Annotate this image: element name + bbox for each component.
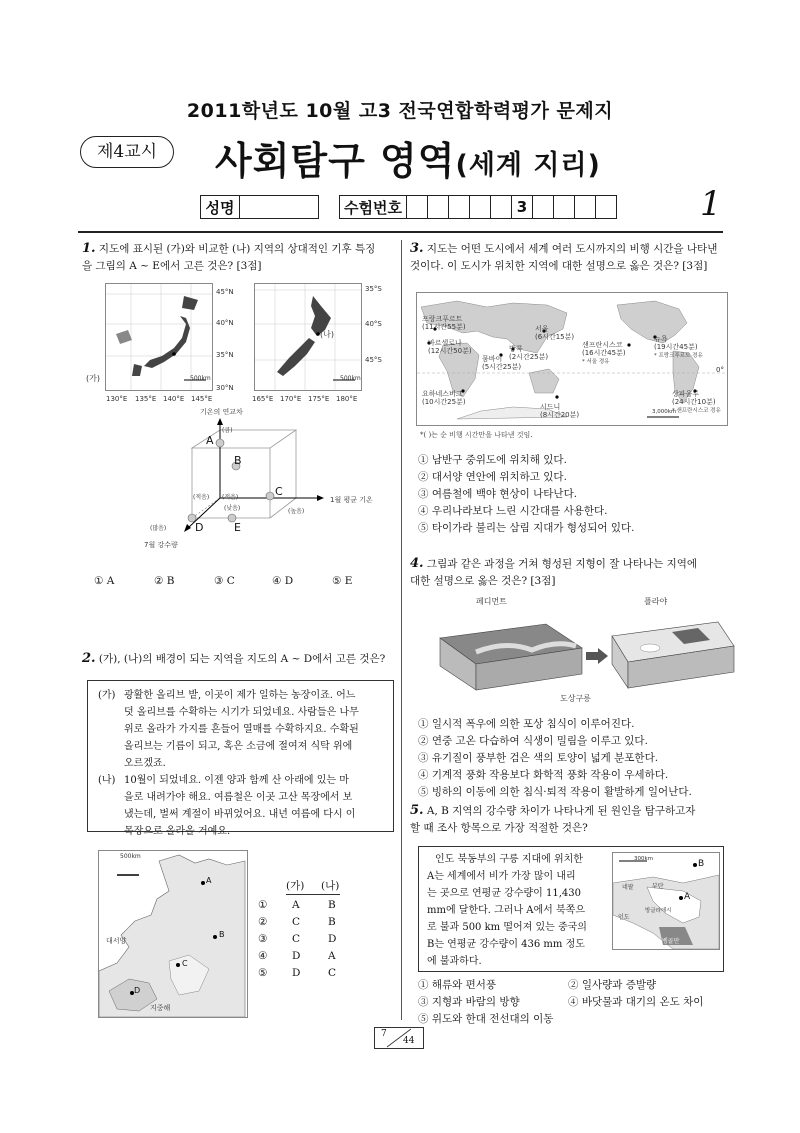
europe-point-B: B — [219, 930, 225, 939]
q2-ga-line: 광활한 올리브 밭, 이곳이 제가 일하는 농장이죠. 어느 — [124, 690, 356, 701]
q1-text-line1: 지도에 표시된 (가)와 비교한 (나) 지역의 상대적인 기후 특징 — [98, 243, 376, 255]
city-barcelona: 바르셀로나 (12시간50분) — [428, 339, 472, 355]
ga-lat-2: 35°N — [216, 351, 234, 359]
na-lon-2: 175°E — [308, 395, 330, 403]
exam-no-box[interactable] — [449, 196, 470, 219]
q2-option-1[interactable]: ① A B — [258, 899, 336, 911]
q3-choice-5[interactable]: ⑤ 타이가라 불리는 삼림 지대가 형성되어 있다. — [418, 522, 635, 534]
landform-stage2 — [612, 622, 734, 688]
na-lon-0: 165°E — [252, 395, 274, 403]
axis-z-high: (큼) — [222, 427, 233, 434]
page-counter — [374, 1027, 424, 1049]
subject-sub: (세계 지리) — [455, 150, 601, 181]
footer-page: 7 — [381, 1029, 387, 1039]
point-A-marker — [216, 439, 224, 447]
q3-stem — [410, 240, 730, 275]
period-badge: 제4교시 — [80, 136, 174, 168]
q2-ga-line: 오르겠죠. — [124, 758, 166, 769]
q4-landform-diagram — [436, 612, 736, 700]
exam-no-box[interactable] — [533, 196, 554, 219]
footer-total: 44 — [403, 1036, 415, 1046]
q4-number: 4. — [410, 556, 424, 571]
q2-option-4[interactable]: ④ D A — [258, 950, 336, 962]
q3-choice-3[interactable]: ③ 여름철에 백야 현상이 나타난다. — [418, 488, 578, 500]
q2-na-line: 목장으로 올라올 거예요. — [124, 826, 231, 837]
q1-choice-1[interactable]: ① A — [94, 575, 115, 587]
na-scale: 500km — [340, 375, 361, 382]
exam-no-label: 수험번호 — [340, 196, 407, 219]
exam-no-box[interactable] — [596, 196, 617, 219]
q4-stem — [410, 555, 730, 590]
india-point-B: B — [698, 859, 705, 869]
q2-na-tag: (나) — [98, 775, 116, 786]
q2-na-line: 냈는데, 벌써 계절이 바뀌었어요. 내년 여름에 다시 이 — [124, 809, 356, 820]
q2-europe-map — [98, 850, 248, 1018]
origin-small: (적음) — [193, 494, 210, 501]
exam-no-box[interactable] — [470, 196, 491, 219]
europe-sea-med: 지중해 — [150, 1004, 171, 1012]
origin-low: (낮음) — [224, 505, 241, 512]
india-point-A: A — [684, 892, 691, 902]
q2-ga-tag: (가) — [98, 690, 116, 701]
q4-choice-5[interactable]: ⑤ 빙하의 이동에 의한 침식·퇴적 작용이 활발하게 일어난다. — [418, 786, 692, 798]
axis-z-label: 기온의 연교차 — [200, 408, 243, 416]
ga-lat-0: 45°N — [216, 288, 234, 296]
ga-lon-0: 130°E — [106, 395, 128, 403]
equator-label: 0° — [716, 366, 724, 374]
q5-choice-3[interactable]: ③ 지형과 바람의 방향 — [418, 996, 520, 1008]
point-D-label: D — [195, 521, 204, 534]
q5-passage-text: 인도 북동부의 구릉 지대에 위치한 A는 세계에서 비가 가장 많이 내리 는 곳으로 연평균 강수량이 11,430 mm에 달한다. 그러나 A에서 북쪽으 로 불과 500 km 떨어져 있는 중국의 B는 연평균 강수량이 436 mm 정도 에 불과하다. — [427, 854, 587, 967]
q4-text-line1: 그림과 같은 과정을 거쳐 형성된 지형이 잘 나타나는 지역에 — [426, 558, 698, 570]
name-label: 성명 — [201, 196, 240, 219]
q2-text: (가), (나)의 배경이 되는 지역을 지도의 A ~ D에서 고른 것은? — [98, 653, 386, 665]
ga-point-label: (가) — [86, 374, 100, 383]
exam-no-box[interactable] — [491, 196, 512, 219]
q2-table-head-ga: (가) — [286, 880, 305, 892]
city-bangkok: 방콕 (2시간25분) — [509, 345, 549, 361]
q5-choice-5[interactable]: ⑤ 위도와 한대 전선대의 이동 — [418, 1013, 554, 1025]
q3-choice-2[interactable]: ② 대서양 연안에 위치하고 있다. — [418, 471, 567, 483]
city-seoul: 서울 (6시간15분) — [535, 325, 575, 341]
landform-stage1 — [440, 624, 582, 690]
q1-text-line2: 을 그림의 A ~ E에서 고른 것은? [3점] — [82, 260, 262, 272]
q5-choice-1[interactable]: ① 해류와 편서풍 — [418, 979, 497, 991]
q2-number: 2. — [82, 651, 96, 666]
q2-stem — [82, 650, 397, 668]
point-A-label: A — [206, 434, 214, 447]
q1-choice-5[interactable]: ⑤ E — [332, 575, 353, 587]
q2-na-line: 10월이 되었네요. 이젠 양과 함께 산 아래에 있는 마 — [124, 775, 349, 786]
ga-lon-3: 145°E — [191, 395, 213, 403]
q4-choice-2[interactable]: ② 연중 고온 다습하여 식생이 밀림을 이루고 있다. — [418, 735, 648, 747]
axis-y-label: 7월 강수량 — [144, 541, 178, 549]
point-B-label: B — [234, 454, 242, 467]
label-playa: 플라야 — [644, 597, 668, 606]
column-divider — [401, 240, 402, 1020]
exam-title: 2011학년도 10월 고3 전국연합학력평가 문제지 — [186, 100, 614, 122]
q4-choice-3[interactable]: ③ 유기질이 풍부한 검은 색의 토양이 넓게 분포한다. — [418, 752, 659, 764]
q2-ga-line: 올리브는 기름이 되고, 혹은 소금에 절여져 식탁 위에 — [124, 741, 353, 752]
na-lat-2: 45°S — [365, 356, 382, 364]
na-point-label: (나) — [320, 330, 334, 339]
na-lon-3: 180°E — [336, 395, 358, 403]
q2-ga-line: 덧 올리브를 수확하는 시기가 되었네요. 사람들은 나무 — [124, 707, 359, 718]
q2-option-5[interactable]: ⑤ D C — [258, 967, 337, 979]
ga-lon-1: 135°E — [135, 395, 157, 403]
na-lon-1: 170°E — [280, 395, 302, 403]
page-number: 1 — [700, 184, 722, 224]
exam-no-digit: 3 — [512, 196, 533, 219]
q5-number: 5. — [410, 803, 424, 818]
q2-passage-box — [87, 680, 394, 837]
point-C-marker — [266, 492, 274, 500]
candidate-info-table — [200, 195, 617, 219]
exam-no-box[interactable] — [554, 196, 575, 219]
q4-text-line2: 대한 설명으로 옳은 것은? [3점] — [410, 575, 556, 587]
exam-no-box[interactable] — [575, 196, 596, 219]
axis-x-label: 1월 평균 기온 — [330, 496, 373, 504]
point-E-label: E — [234, 521, 241, 534]
q1-cube-diagram — [130, 410, 390, 560]
europe-point-D: D — [134, 986, 141, 995]
q2-option-3[interactable]: ③ C D — [258, 933, 337, 945]
na-lat-0: 35°S — [365, 285, 382, 293]
label-bay-of-bengal: 벵골만 — [662, 938, 680, 945]
arrow-icon — [586, 648, 608, 664]
label-bhutan: 부탄 — [652, 883, 664, 890]
europe-point-C: C — [182, 959, 188, 968]
q2-ga-line: 위로 올라가 가지를 흔들어 열매를 수확하지요. 수확된 — [124, 724, 359, 735]
q3-choice-4[interactable]: ④ 우리나라보다 느린 시간대를 사용한다. — [418, 505, 608, 517]
axis-x-high: (높음) — [288, 508, 305, 515]
ga-lat-1: 40°N — [216, 319, 234, 327]
exam-no-box[interactable] — [407, 196, 428, 219]
europe-sea-atlantic: 대서양 — [106, 937, 127, 945]
europe-point-A: A — [206, 876, 212, 885]
city-newyork: 뉴욕 (19시간45분) * 프랑크푸르트 경유 — [654, 335, 703, 359]
q5-choice-2[interactable]: ② 일사량과 증발량 — [568, 979, 657, 991]
label-bangladesh: 방글라데시 — [645, 908, 672, 914]
q5-stem — [410, 802, 730, 837]
q3-footnote: *( )는 순 비행 시간만을 나타낸 것임. — [420, 431, 533, 439]
q1-choice-2[interactable]: ② B — [154, 575, 175, 587]
city-johannesburg: 요하네스버그 (10시간25분) — [422, 390, 466, 406]
city-sanfrancisco: 샌프란시스코 (16시간45분) * 서울 경유 — [582, 341, 626, 365]
q2-na-line: 을로 내려가야 해요. 여름철은 이곳 고산 목장에서 보 — [124, 792, 353, 803]
label-nepal: 네팔 — [622, 884, 634, 891]
axis-y-high: (많음) — [150, 525, 167, 532]
q2-table-head-na: (나) — [321, 880, 340, 892]
subject-main: 사회탐구 영역 — [215, 139, 456, 183]
q3-text-line2: 것이다. 이 도시가 위치한 지역에 대한 설명으로 옳은 것은? [3점] — [410, 260, 708, 272]
city-frankfurt: 프랑크푸르트 (11시간55분) — [422, 315, 466, 331]
name-field[interactable] — [240, 196, 319, 219]
q5-choice-4[interactable]: ④ 바닷물과 대기의 온도 차이 — [568, 996, 704, 1008]
label-inselberg: 도상구릉 — [560, 694, 591, 703]
q1-number: 1. — [82, 241, 96, 256]
q1-choice-4[interactable]: ④ D — [272, 575, 294, 587]
city-saopaulo: 상파울루 (24시간10분) * 샌프란시스코 경유 — [672, 390, 721, 414]
ga-lon-2: 140°E — [163, 395, 185, 403]
ga-scale: 500km — [190, 375, 211, 382]
na-lat-1: 40°S — [365, 320, 382, 328]
q2-passage-na — [98, 772, 383, 840]
subject-title — [215, 130, 601, 185]
q5-text-line2: 할 때 조사 항목으로 가장 적절한 것은? — [410, 822, 588, 834]
header-rule — [78, 231, 723, 233]
europe-map-svg — [99, 851, 247, 1017]
city-mumbai: 뭄바이 (5시간25분) — [482, 355, 522, 371]
q1-stem — [82, 240, 394, 275]
ga-lat-3: 30°N — [216, 384, 234, 392]
india-scale: 300km — [634, 856, 654, 862]
q3-choice-1[interactable]: ① 남반구 중위도에 위치해 있다. — [418, 454, 567, 466]
point-C-label: C — [275, 485, 283, 498]
q2-passage-ga — [98, 687, 383, 772]
origin-less: (적음) — [222, 494, 239, 501]
q5-text-line1: A, B 지역의 강수량 차이가 나타나게 된 원인을 탐구하고자 — [426, 805, 696, 817]
world-scale: 3,000km — [652, 409, 677, 415]
q1-choice-3[interactable]: ③ C — [214, 575, 235, 587]
q4-choice-1[interactable]: ① 일시적 폭우에 의한 포상 침식이 이루어진다. — [418, 718, 635, 730]
q3-text-line1: 지도는 어떤 도시에서 세계 여러 도시까지의 비행 시간을 나타낸 — [426, 243, 718, 255]
q4-choice-4[interactable]: ④ 기계적 풍화 작용보다 화학적 풍화 작용이 우세하다. — [418, 769, 669, 781]
q2-option-2[interactable]: ② C B — [258, 916, 336, 928]
europe-scale: 500km — [120, 853, 141, 860]
q3-number: 3. — [410, 241, 424, 256]
exam-no-box[interactable] — [428, 196, 449, 219]
label-india: 인도 — [618, 914, 630, 921]
q2-table-rule — [286, 894, 340, 895]
label-pediment: 페디먼트 — [476, 597, 507, 606]
city-sydney: 시드니 (8시간20분) — [540, 403, 580, 419]
